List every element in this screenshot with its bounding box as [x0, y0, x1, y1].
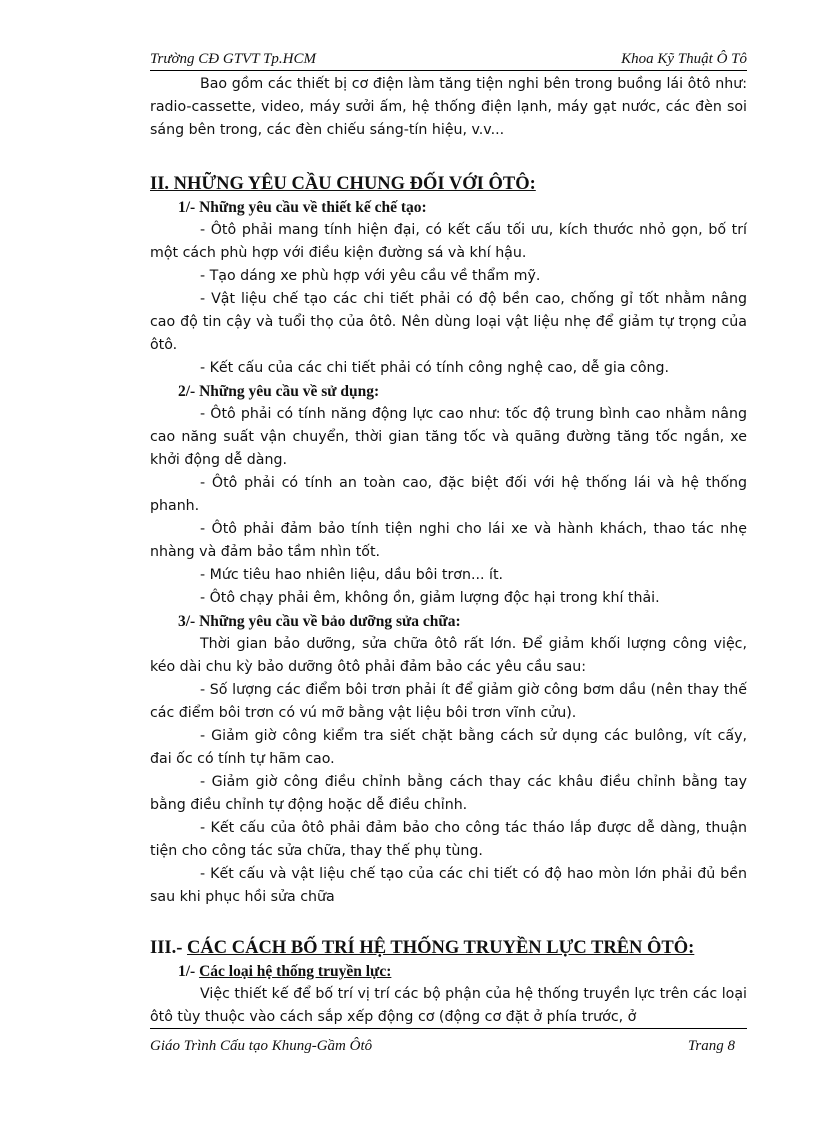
list-item: Thời gian bảo dưỡng, sửa chữa ôtô rất lớn. Để giảm khối lượng công việc, kéo dài chu kỳ bảo dưỡng ôtô phải đảm bảo các yêu cầu sau:	[150, 636, 747, 675]
page-footer	[150, 1037, 735, 1055]
subsection-2-3-heading: 3/- Những yêu cầu về bảo dưỡng sửa chữa:	[178, 613, 461, 630]
subsection-2-2-heading: 2/- Những yêu cầu về sử dụng:	[178, 383, 380, 400]
header-rule	[150, 70, 747, 71]
subsection-3-1-heading	[150, 960, 747, 983]
section-2-heading: II. NHỮNG YÊU CẦU CHUNG ĐỐI VỚI ÔTÔ:	[150, 174, 536, 194]
section-3-title: CÁC CÁCH BỐ TRÍ HỆ THỐNG TRUYỀN LỰC TRÊN ÔTÔ:	[187, 938, 695, 958]
list-item: - Ôtô phải đảm bảo tính tiện nghi cho lái xe và hành khách, thao tác nhẹ nhàng và đảm bảo tầm nhìn tốt.	[150, 521, 747, 560]
list-item: - Kết cấu của ôtô phải đảm bảo cho công tác tháo lắp được dễ dàng, thuận tiện cho công tác sửa chữa, thay thế phụ tùng.	[150, 820, 747, 859]
list-item: - Ôtô phải mang tính hiện đại, có kết cấu tối ưu, kích thước nhỏ gọn, bố trí một cách phù hợp với điều kiện đường sá và khí hậu.	[150, 222, 747, 261]
list-item: - Kết cấu của các chi tiết phải có tính công nghệ cao, dễ gia công.	[200, 360, 670, 376]
footer-title: Giáo Trình Cấu tạo Khung-Gầm Ôtô	[150, 1038, 373, 1054]
list-item: - Kết cấu và vật liệu chế tạo của các chi tiết có độ hao mòn lớn phải đủ bền sau khi phục hồi sửa chữa	[150, 866, 747, 905]
subsection-3-1-title: Các loại hệ thống truyền lực:	[199, 963, 392, 980]
subsection-2-1-heading: 1/- Những yêu cầu về thiết kế chế tạo:	[178, 199, 427, 216]
subsection-3-1-prefix: 1/-	[178, 963, 200, 980]
list-item: - Ôtô chạy phải êm, không ồn, giảm lượng độc hại trong khí thải.	[200, 590, 660, 606]
list-item: - Số lượng các điểm bôi trơn phải ít để giảm giờ công bơm dầu (nên thay thế các điểm bôi trơn có vú mỡ bằng vật liệu bôi trơn vĩnh cửu).	[150, 682, 747, 721]
list-item: - Giảm giờ công điều chỉnh bằng cách thay các khâu điều chỉnh bằng tay bằng điều chỉnh tự động hoặc dễ điều chỉnh.	[150, 774, 747, 813]
header-faculty: Khoa Kỹ Thuật Ô Tô	[621, 51, 747, 67]
page-header	[150, 50, 747, 68]
page-number: Trang 8	[687, 1038, 735, 1054]
section-3-prefix: III.-	[150, 938, 188, 958]
page-body	[150, 73, 747, 1029]
paragraph: Việc thiết kế để bố trí vị trí các bộ phận của hệ thống truyền lực trên các loại ôtô tùy thuộc vào cách sắp xếp động cơ (động cơ đặt ở phía trước, ở	[150, 986, 747, 1025]
intro-paragraph: Bao gồm các thiết bị cơ điện làm tăng tiện nghi bên trong buồng lái ôtô như: radio-cassette, video, máy sưởi ấm, hệ thống điện lạnh, máy gạt nước, các đèn soi sáng bên trong, các đèn chiếu sáng-tín hiệu, v.v...	[150, 76, 747, 138]
header-school: Trường CĐ GTVT Tp.HCM	[150, 51, 316, 67]
list-item: - Mức tiêu hao nhiên liệu, dầu bôi trơn... ít.	[200, 567, 504, 583]
list-item: - Vật liệu chế tạo các chi tiết phải có độ bền cao, chống gỉ tốt nhằm nâng cao độ tin cậy và tuổi thọ của ôtô. Nên dùng loại vật liệu nhẹ để giảm tự trọng của ôtô.	[150, 291, 747, 353]
section-3-heading	[150, 936, 747, 960]
list-item: - Tạo dáng xe phù hợp với yêu cầu về thẩm mỹ.	[200, 268, 541, 284]
footer-rule	[150, 1028, 747, 1029]
list-item: - Ôtô phải có tính an toàn cao, đặc biệt đối với hệ thống lái và hệ thống phanh.	[150, 475, 747, 514]
list-item: - Giảm giờ công kiểm tra siết chặt bằng cách sử dụng các bulông, vít cấy, đai ốc có tính tự hãm cao.	[150, 728, 747, 767]
list-item: - Ôtô phải có tính năng động lực cao như: tốc độ trung bình cao nhằm nâng cao năng suất vận chuyển, thời gian tăng tốc và quãng đường tăng tốc ngắn, xe khởi động dễ dàng.	[150, 406, 747, 468]
